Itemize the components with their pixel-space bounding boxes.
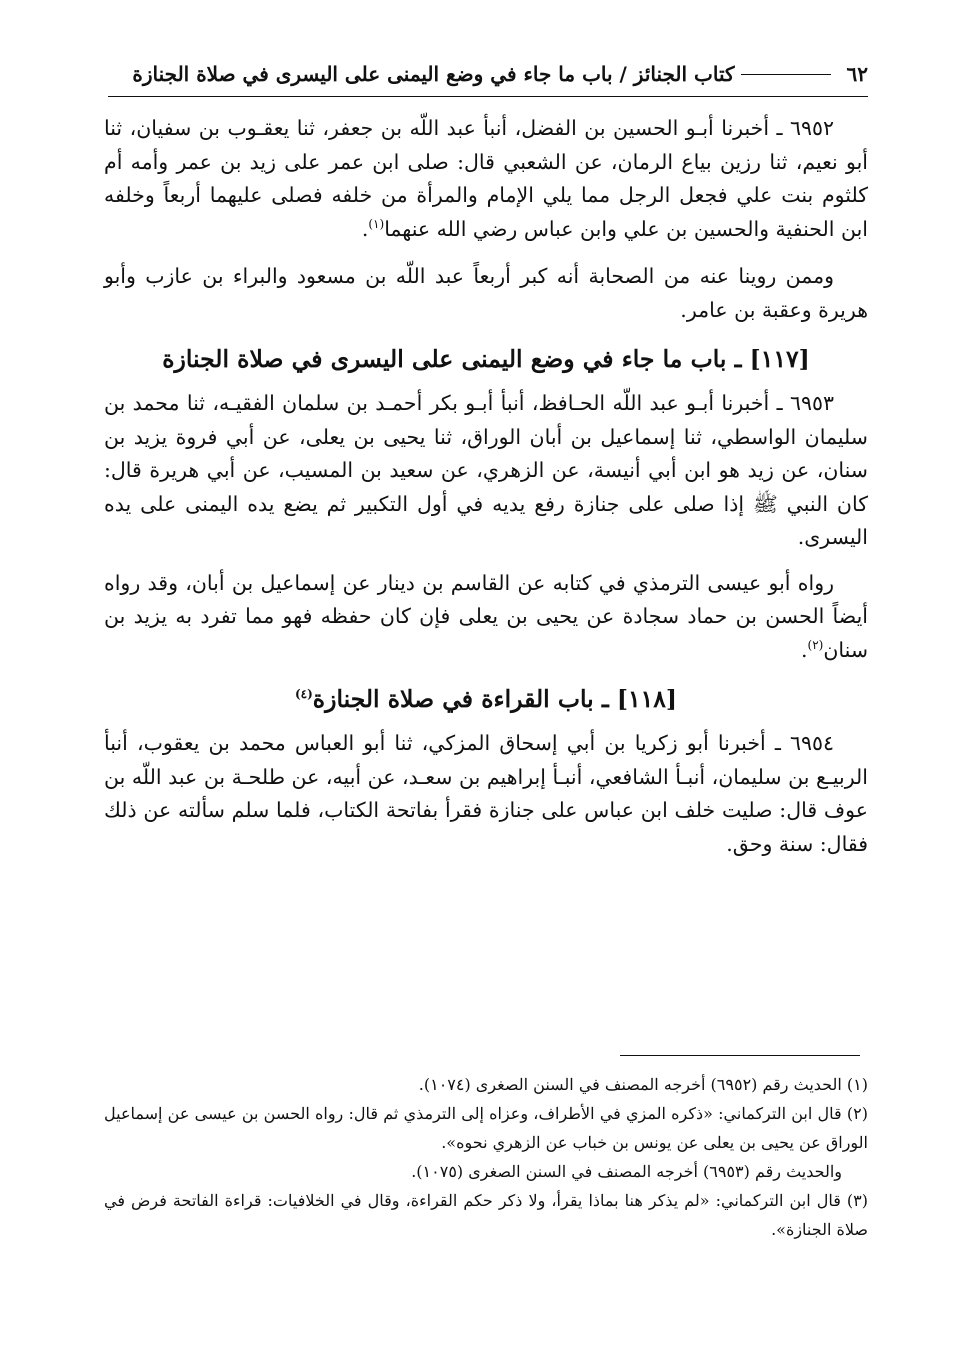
section-heading-118 <box>104 681 868 717</box>
main-text <box>104 112 868 875</box>
paragraph-companions: وممن روينا عنه من الصحابة أنه كبر أربعاً عبد اللّه بن مسعود والبراء بن عازب وأبو هريرة وعقبة بن عامر. <box>104 264 868 322</box>
paragraph-6952 <box>104 112 868 246</box>
paragraph-tirmidhi <box>104 567 868 668</box>
section-heading-117: [١١٧] ـ باب ما جاء في وضع اليمنى على اليسرى في صلاة الجنازة <box>162 345 810 373</box>
paragraph-6954: ٦٩٥٤ ـ أخبرنا أبو زكريا بن أبي إسحاق المزكي، ثنا أبو العباس محمد بن يعقوب، أنبأ الربيـع بن سليمان، أنبـأ الشافعي، أنبـأ إبراهيم بن سعـد، عن أبيه، عن طلحـة بن عبد اللّه بن عوف قال: صليت خلف ابن عباس على جنازة فقرأ بفاتحة الكتاب، فلما سلم سألته عن ذلك فقال: سنة وحق. <box>104 731 868 856</box>
paragraph-end: . <box>800 637 808 662</box>
footnotes <box>104 1070 868 1244</box>
paragraph-6953: ٦٩٥٣ ـ أخبرنا أبـو عبد اللّه الحـافظ، أنبأ أبـو بكر أحمـد بن سلمان الفقيـه، ثنا محمد بن سليمان الواسطي، ثنا إسماعيل بن أبان الوراق، ثنا يحيى بن يعلى، عن أبي فروة يزيد بن سنان، عن زيد هو ابن أبي أنيسة، عن الزهري، عن سعيد بن المسيب، عن أبي هريرة قال: كان النبي ﷺ إذا صلى على جنازة رفع يديه في أول التكبير ثم يضع يده اليمنى على يده اليسرى. <box>104 391 868 549</box>
paragraph-tirmidhi-text: رواه أبو عيسى الترمذي في كتابه عن القاسم بن دينار عن إسماعيل بن أبان، وقد رواه أيضاً الحسن بن حماد سجادة عن يحيى بن يعلى فإن كان حفظه فهو مما تفرد به يزيد بن سنان <box>104 570 868 662</box>
footnote-rule <box>620 1055 860 1056</box>
page-number: ٦٢ <box>846 62 868 86</box>
running-header <box>108 52 868 97</box>
footnote-3: (٣) قال ابن التركماني: «لم يذكر هنا بماذا يقرأ، ولا ذكر حكم القراءة، وقال في الخلافيات: قراءة الفاتحة فرض في صلاة الجنازة». <box>104 1191 868 1239</box>
paragraph-6952-text: ٦٩٥٢ ـ أخبرنا أبـو الحسين بن الفضل، أنبأ عبد اللّه بن جعفر، ثنا يعقـوب بن سفيان، ثنا أبو نعيم، ثنا رزين بياع الرمان، عن الشعبي قال: صلى ابن عمر على زيد بن عمر وأمه أم كلثوم بنت علي فجعل الرجل مما يلي الإمام والمرأة من خلفه فصلى عليهما أربعاً وخلفه ابن الحنفية والحسين بن علي وابن عباس رضي الله عنهما <box>104 116 868 241</box>
footnote-ref-1: (١) <box>368 216 385 231</box>
header-dash <box>741 74 831 75</box>
running-title: كتاب الجنائز / باب ما جاء في وضع اليمنى على اليسرى في صلاة الجنازة <box>132 62 735 86</box>
footnote-ref-4: (٤) <box>294 687 313 702</box>
footnote-2-continuation: والحديث رقم (٦٩٥٣) أخرجه المصنف في السنن الصغرى (١٠٧٥). <box>411 1162 842 1181</box>
section-heading-118-text: [١١٨] ـ باب القراءة في صلاة الجنازة <box>312 685 678 713</box>
footnote-2: (٢) قال ابن التركماني: «ذكره المزي في الأطراف، وعزاه إلى الترمذي ثم قال: رواه الحسن بن عيسى عن إسماعيل الوراق عن يحيى بن يعلى عن يونس بن خباب عن الزهري نحوه». <box>104 1104 869 1152</box>
footnote-ref-2: (٢) <box>807 637 824 652</box>
footnote-1: (١) الحديث رقم (٦٩٥٢) أخرجه المصنف في السنن الصغرى (١٠٧٤). <box>418 1075 868 1094</box>
paragraph-end: . <box>361 216 369 241</box>
